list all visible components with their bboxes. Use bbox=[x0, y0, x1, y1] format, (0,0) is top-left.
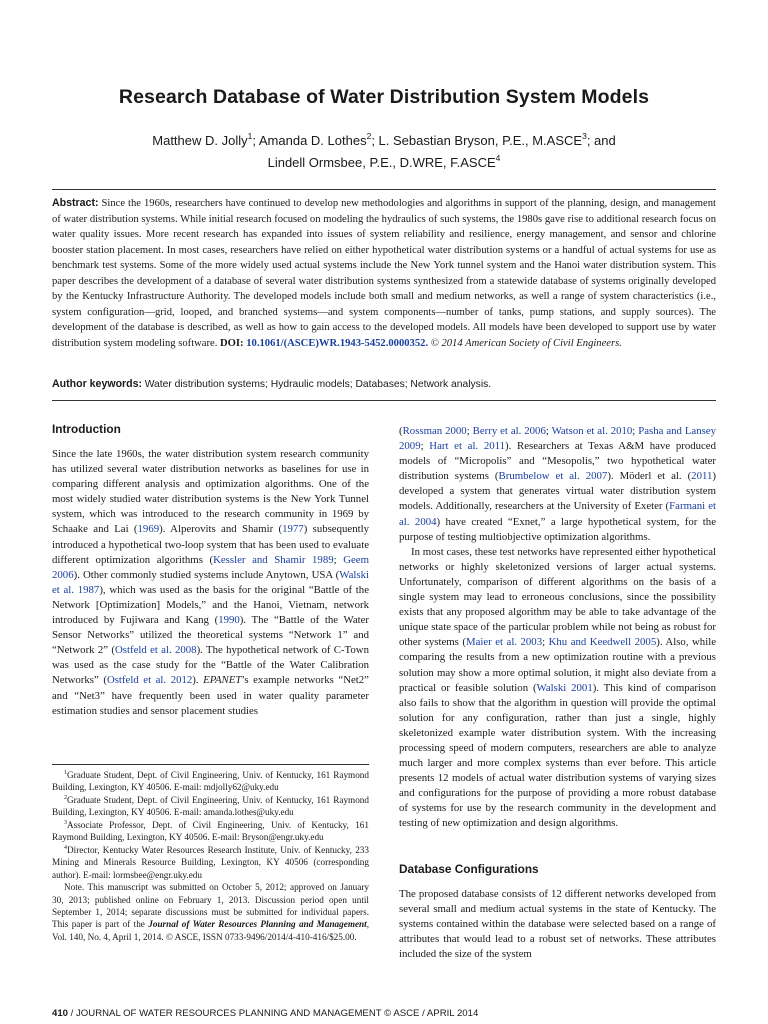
author-list bbox=[60, 130, 708, 174]
citation-link[interactable]: Ostfeld et al. 2008 bbox=[114, 644, 197, 657]
author-name: L. Sebastian Bryson, P.E., M.ASCE bbox=[378, 133, 583, 148]
citation-link[interactable]: Walski 2001 bbox=[536, 681, 593, 694]
keywords-text: Water distribution systems; Hydraulic models; Databases; Network analysis. bbox=[144, 379, 492, 390]
author-name: Lindell Ormsbee, P.E., D.WRE, F.ASCE bbox=[267, 155, 496, 170]
citation-link[interactable]: Khu and Keedwell 2005 bbox=[548, 636, 657, 649]
citation-link[interactable]: Geem 2006 bbox=[52, 553, 369, 581]
footnote bbox=[52, 844, 369, 881]
body-text: ). The hypothetical network of C-Town was used as the case study for the “Battle of the Water Calibration Networks” ( bbox=[52, 644, 369, 687]
footnote-marker: 3 bbox=[64, 819, 67, 826]
citation-link[interactable]: 2011 bbox=[691, 470, 713, 483]
abstract-top-rule bbox=[52, 189, 716, 190]
body-text: ), which was used as the basis for the original “Battle of the Network [Optimization] Models,” and the Hanoi, Vietnam, network introduced by Fujiwara and Kang ( bbox=[52, 583, 370, 627]
citation-link[interactable]: Berry et al. 2006 bbox=[472, 425, 546, 437]
body-text: ; bbox=[420, 440, 430, 453]
citation-link[interactable]: Rossman 2000 bbox=[402, 425, 467, 437]
introduction-body bbox=[52, 447, 369, 719]
doi-label: DOI: bbox=[220, 337, 244, 349]
footnote-text: Graduate Student, Dept. of Civil Engineering, Univ. of Kentucky, 161 Raymond Building, Lexington, KY 40506. E-mail: mdjolly62@uky.edu bbox=[52, 770, 369, 793]
body-text: The proposed database consists of 12 different networks developed from several small and medium actual systems in the state of Kentucky. The systems contained within the database were selected based on a range of attributes that would lead to a robust set of networks. These attributes included the size of the system bbox=[399, 888, 716, 961]
affiliation-marker: 3 bbox=[582, 131, 587, 141]
citation-link[interactable]: Brumbelow et al. 2007 bbox=[498, 470, 608, 483]
citation-link[interactable]: Maier et al. 2003 bbox=[465, 636, 543, 649]
citation-link[interactable]: 1969 bbox=[137, 523, 160, 536]
keywords-label: Author keywords: bbox=[52, 378, 143, 390]
footnote-text: Director, Kentucky Water Resources Research Institute, Univ. of Kentucky, 233 Mining and Minerals Resource Building, Lexington, KY 40506 (corresponding author). E-mail: lormsbee@engr.uky.edu bbox=[52, 844, 369, 880]
footnote-marker: 1 bbox=[64, 770, 67, 776]
abstract-text: Since the 1960s, researchers have continued to develop new methodologies and algorithms in support of the planning, design, and management of water distribution systems. While initial research focused on modeling the hydraulics of such systems, the 1980s gave rise to additional research focus on water quality issues. More recent research has expanded into issues of system reliability and resilience, energy management, and sensor and chlorine booster station placement. In most cases, researchers have relied on either hypothetical water distribution systems or a handful of actual systems for use as benchmark test systems. Some of the more widely used actual systems include the New York tunnel system and the Hanoi water distribution system. This paper describes the development of a database of several water distribution systems synthesized from a statewide database of systems originally developed by the Kentucky Infrastructure Authority. The developed models include both small and medium networks, as well a range of system characteristics (i.e., system configuration—grid, looped, and branched systems—and system components—number of tanks, pump stations, and supply sources). The development of the database is described, as well as how to gain access to the developed models. All models have been developed to support use by water distribution system modeling software. bbox=[52, 198, 716, 349]
introduction-body-continued bbox=[399, 424, 716, 832]
body-text: ( bbox=[399, 425, 403, 437]
citation-link[interactable]: 1977 bbox=[282, 523, 304, 536]
note-text: Note. This manuscript was submitted on October 5, 2012; approved on January 30, 2013; published online on February 1, 2013. Discussion period open until September 1, 2014; separate discussions must be submitted for individual papers. This paper is part of the bbox=[52, 882, 369, 930]
footnote-rule bbox=[52, 764, 369, 765]
citation-link[interactable]: Hart et al. 2011 bbox=[429, 440, 506, 453]
body-text: ). Researchers at Texas A&M have produced models of “Micropolis” and “Mesopolis,” two hypothetical water distribution systems ( bbox=[399, 440, 716, 483]
footnote bbox=[52, 819, 369, 844]
citation-link[interactable]: 1990 bbox=[218, 614, 240, 627]
footnote-text: Graduate Student, Dept. of Civil Engineering, Univ. of Kentucky, 161 Raymond Building, Lexington, KY 40506. E-mail: amanda.lothes@uky.edu bbox=[52, 794, 369, 818]
submission-note bbox=[52, 881, 369, 943]
author-separator: ; bbox=[371, 133, 379, 148]
body-text: ; bbox=[333, 553, 344, 566]
body-text: ; bbox=[632, 425, 639, 437]
body-text: ). Möderl et al. ( bbox=[607, 470, 692, 483]
body-text: ). Other commonly studied systems include Anytown, USA ( bbox=[73, 568, 340, 581]
author-keywords bbox=[52, 378, 716, 390]
abstract-label: Abstract: bbox=[52, 197, 99, 209]
body-text: ) developed a system that generates virtual water distribution system models. Additionally, researchers at the University of Exeter ( bbox=[399, 470, 716, 513]
body-text: ) have created “Exnet,” a large hypothetical system, for the purpose of testing multiobjective optimization algorithms. bbox=[399, 515, 716, 543]
paper-title: Research Database of Water Distribution System Models bbox=[118, 86, 650, 108]
body-text: ; bbox=[542, 636, 549, 649]
section-heading-introduction: Introduction bbox=[52, 422, 121, 436]
body-text: ; bbox=[466, 425, 473, 437]
note-text: , Vol. 140, No. 4, April 1, 2014. © ASCE, ISSN 0733-9496/2014/4-410-416/$25.00. bbox=[52, 919, 370, 942]
abstract-bottom-rule bbox=[52, 400, 716, 401]
author-separator: ; and bbox=[586, 133, 616, 148]
body-text: ) subsequently introduced a hypothetical two-loop system that has been used to evaluate different optimization algorithms ( bbox=[52, 523, 369, 566]
author-name: Amanda D. Lothes bbox=[258, 133, 367, 148]
body-text: Since the late 1960s, the water distribution system research community has utilized several water distribution networks as baselines for use in comparing different analysis and optimization algorithms. One of the most widely studied water distribution systems is the New York Tunnel system, which was introduced to the research community in 1969 by Schaake and Lai ( bbox=[52, 448, 369, 536]
copyright-notice: © 2014 American Society of Civil Engineers. bbox=[430, 337, 622, 349]
author-separator: ; bbox=[252, 133, 259, 148]
footnotes bbox=[52, 769, 369, 943]
page-number: 410 bbox=[52, 1008, 69, 1019]
author-name: Matthew D. Jolly bbox=[152, 133, 248, 148]
body-text: In most cases, these test networks have represented either hypothetical networks or highly skeletonized versions of larger actual systems. Unfortunately, comparison of different algorithms on the basis of a single system may lead to erroneous conclusions, since the possibility exists that any proposed algorithm may be able to take advantage of the unique state space of the particular problem while not being as robust for other systems ( bbox=[399, 545, 716, 649]
section-heading-database-configurations: Database Configurations bbox=[399, 862, 539, 876]
affiliation-marker: 4 bbox=[495, 153, 501, 163]
citation-link[interactable]: Walski et al. 1987 bbox=[52, 568, 369, 596]
footnote-marker: 4 bbox=[64, 844, 67, 851]
abstract bbox=[52, 196, 716, 351]
citation-link[interactable]: Kessler and Shamir 1989 bbox=[213, 553, 334, 566]
citation-link[interactable]: Watson et al. 2010 bbox=[551, 425, 633, 437]
footnote-text: Associate Professor, Dept. of Civil Engineering, Univ. of Kentucky, 161 Raymond Building, Lexington, KY 40506. E-mail: Bryson@engr.uky.edu bbox=[52, 819, 369, 843]
affiliation-marker: 1 bbox=[247, 131, 253, 141]
footnote bbox=[52, 794, 369, 819]
body-text: ’s example networks “Net2” and “Net3” have frequently been used in water quality parameter estimation studies and sensor placement studies bbox=[52, 674, 369, 717]
body-text: ). The “Battle of the Water Sensor Networks” utilized the theoretical systems “Network 1” and “Network 2” ( bbox=[52, 614, 369, 657]
citation-link[interactable]: Pasha and Lansey 2009 bbox=[399, 425, 717, 453]
software-name: EPANET bbox=[203, 674, 242, 687]
citation-link[interactable]: Farmani et al. 2004 bbox=[399, 500, 716, 528]
page-footer bbox=[52, 1008, 478, 1019]
citation-link[interactable]: Ostfeld et al. 2012 bbox=[106, 674, 193, 687]
footnote bbox=[52, 769, 369, 794]
body-text: ). This kind of comparison also fails to show that the algorithm in question will provide the optimal solution for any configuration, rather than just a single, highly skeletonized example water distribution system. With the increasing processing speed of modern computers, researchers are able to analyze much larger and more complex systems than ever before. This article presents 12 models of actual water distribution systems of varying sizes and configurations for the purpose of providing a more robust database of systems for use by the research community in the development and testing of new optimization and design algorithms. bbox=[399, 681, 716, 830]
doi-link[interactable]: 10.1061/(ASCE)WR.1943-5452.0000352. bbox=[246, 337, 429, 349]
running-footer: / JOURNAL OF WATER RESOURCES PLANNING AND MANAGEMENT © ASCE / APRIL 2014 bbox=[68, 1008, 479, 1019]
affiliation-marker: 2 bbox=[366, 131, 372, 141]
body-text: ). bbox=[192, 674, 204, 687]
body-text: ). Alperovits and Shamir ( bbox=[159, 523, 283, 536]
database-configurations-body bbox=[399, 887, 716, 962]
body-text: ). Also, while comparing the results from a new optimization routine with a previous solution may show a more optimal solution, it might also deviate from a practical or feasible solution ( bbox=[399, 636, 717, 694]
footnote-marker: 2 bbox=[64, 794, 67, 801]
body-text: ; bbox=[545, 425, 552, 437]
journal-name: Journal of Water Resources Planning and Management bbox=[148, 919, 367, 930]
